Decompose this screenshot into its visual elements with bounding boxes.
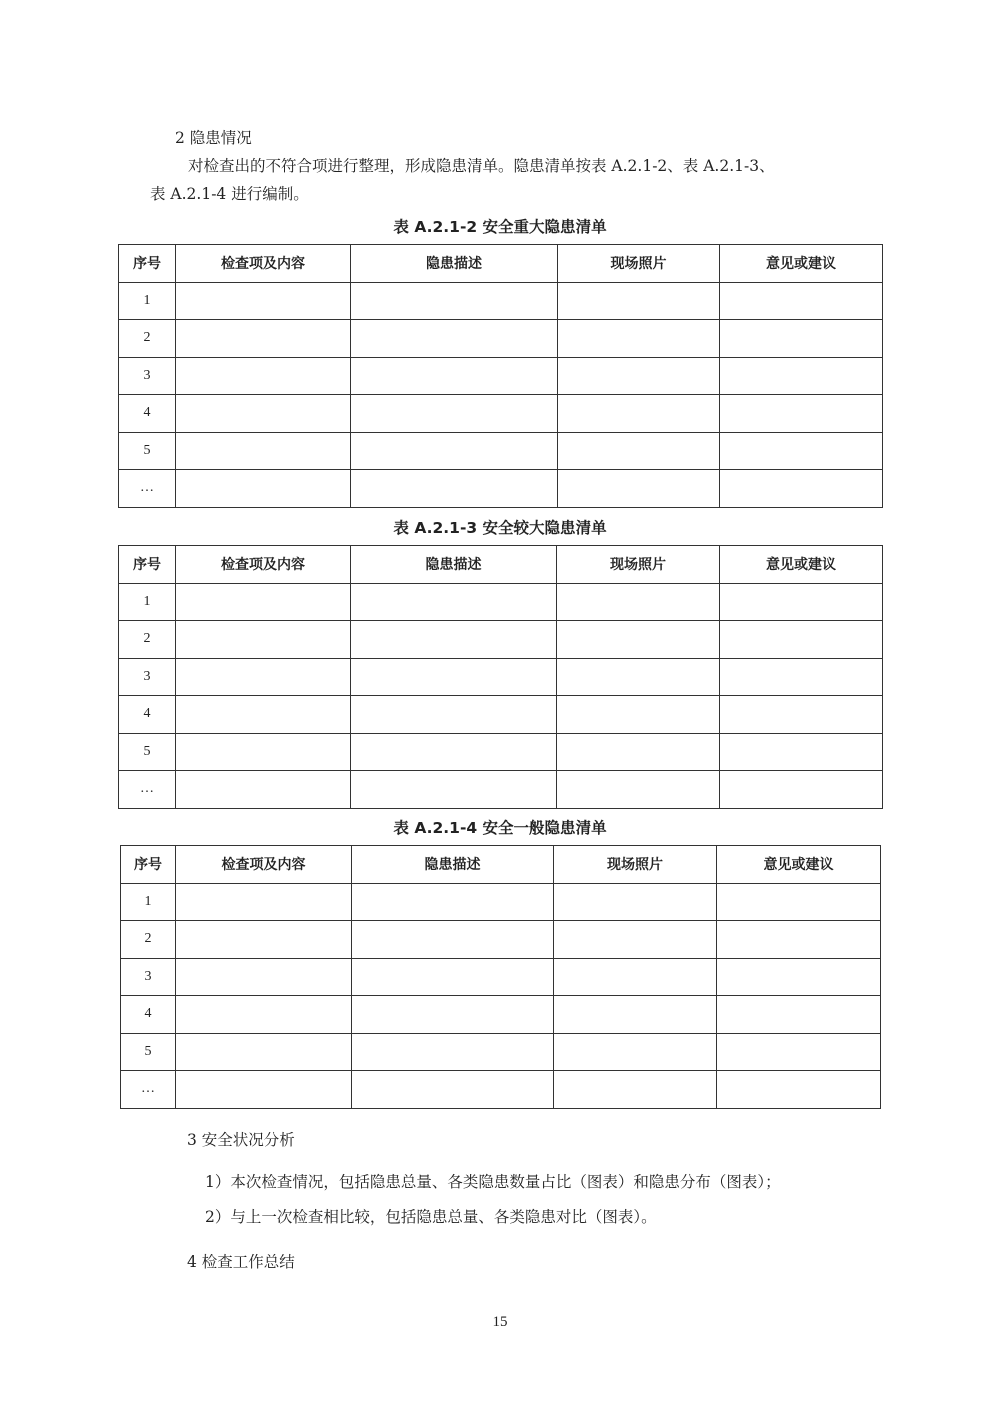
header-cell: 意见或建议 (720, 546, 883, 584)
header-cell: 序号 (119, 546, 176, 584)
table-row (119, 282, 883, 320)
cell[interactable] (717, 958, 881, 996)
row-number: 3 (121, 958, 176, 996)
cell[interactable] (176, 395, 351, 433)
cell[interactable] (176, 771, 351, 809)
table-row (121, 921, 881, 959)
cell[interactable] (352, 883, 554, 921)
header-cell: 检查项及内容 (176, 245, 351, 283)
header-cell: 现场照片 (558, 245, 720, 283)
cell[interactable] (176, 357, 351, 395)
cell[interactable] (554, 921, 717, 959)
cell[interactable] (717, 1071, 881, 1109)
header-cell: 意见或建议 (717, 846, 881, 884)
cell[interactable] (176, 696, 351, 734)
cell[interactable] (720, 733, 883, 771)
table-row (119, 357, 883, 395)
cell[interactable] (720, 282, 883, 320)
cell[interactable] (557, 621, 720, 659)
cell[interactable] (176, 470, 351, 508)
cell[interactable] (720, 470, 883, 508)
cell[interactable] (352, 1071, 554, 1109)
row-number: 4 (119, 395, 176, 433)
table-row (121, 1071, 881, 1109)
cell[interactable] (351, 733, 557, 771)
row-number: 5 (119, 733, 176, 771)
cell[interactable] (351, 621, 557, 659)
cell[interactable] (558, 320, 720, 358)
table-row (121, 1033, 881, 1071)
row-number: 3 (119, 658, 176, 696)
cell[interactable] (720, 357, 883, 395)
header-cell: 意见或建议 (720, 245, 883, 283)
table-row (119, 733, 883, 771)
cell[interactable] (176, 883, 352, 921)
cell[interactable] (720, 583, 883, 621)
row-number: 3 (119, 357, 176, 395)
header-cell: 现场照片 (557, 546, 720, 584)
header-cell: 隐患描述 (351, 245, 558, 283)
table-row (119, 658, 883, 696)
header-cell: 序号 (119, 245, 176, 283)
header-cell: 检查项及内容 (176, 546, 351, 584)
table-row (121, 883, 881, 921)
cell[interactable] (176, 282, 351, 320)
table-caption: 表 A.2.1-2 安全重大隐患清单 (393, 218, 607, 236)
table-row (119, 621, 883, 659)
cell[interactable] (558, 282, 720, 320)
cell[interactable] (176, 432, 351, 470)
cell[interactable] (176, 1033, 352, 1071)
cell[interactable] (720, 658, 883, 696)
large-hazard-table (118, 545, 883, 809)
cell[interactable] (717, 1033, 881, 1071)
row-number: 1 (119, 583, 176, 621)
cell[interactable] (351, 282, 558, 320)
row-number: … (121, 1071, 176, 1109)
cell[interactable] (352, 958, 554, 996)
cell[interactable] (720, 432, 883, 470)
row-number: 5 (121, 1033, 176, 1071)
cell[interactable] (720, 696, 883, 734)
cell[interactable] (557, 583, 720, 621)
cell[interactable] (351, 696, 557, 734)
cell[interactable] (176, 996, 352, 1034)
cell[interactable] (352, 921, 554, 959)
table-row (119, 583, 883, 621)
table-row (119, 771, 883, 809)
row-number: … (119, 771, 176, 809)
row-number: 2 (119, 320, 176, 358)
table-row (119, 432, 883, 470)
section-3-item-1: 1）本次检查情况，包括隐患总量、各类隐患数量占比（图表）和隐患分布（图表）； (205, 1173, 781, 1191)
row-number: 5 (119, 432, 176, 470)
cell[interactable] (351, 658, 557, 696)
table-row (119, 320, 883, 358)
cell[interactable] (554, 958, 717, 996)
table-row (121, 996, 881, 1034)
page-number: 15 (492, 1314, 508, 1330)
cell[interactable] (351, 470, 558, 508)
header-cell: 隐患描述 (352, 846, 554, 884)
cell[interactable] (720, 771, 883, 809)
cell[interactable] (176, 621, 351, 659)
table-row (119, 395, 883, 433)
general-hazard-table (120, 845, 881, 1109)
cell[interactable] (557, 658, 720, 696)
header-cell: 序号 (121, 846, 176, 884)
row-number: 1 (121, 883, 176, 921)
cell[interactable] (351, 395, 558, 433)
cell[interactable] (557, 771, 720, 809)
cell[interactable] (717, 883, 881, 921)
row-number: 2 (119, 621, 176, 659)
section-3-heading: 3 安全状况分析 (187, 1131, 295, 1149)
section-2-paragraph-line-1: 对检查出的不符合项进行整理，形成隐患清单。隐患清单按表 A.2.1-2、表 A.2.1-3、 (188, 157, 775, 175)
row-number: … (119, 470, 176, 508)
cell[interactable] (351, 771, 557, 809)
cell[interactable] (558, 357, 720, 395)
cell[interactable] (351, 357, 558, 395)
major-hazard-table (118, 244, 883, 508)
cell[interactable] (352, 1033, 554, 1071)
section-4-heading: 4 检查工作总结 (187, 1253, 295, 1271)
cell[interactable] (176, 921, 352, 959)
cell[interactable] (720, 621, 883, 659)
cell[interactable] (176, 583, 351, 621)
table-row (121, 958, 881, 996)
header-cell: 检查项及内容 (176, 846, 352, 884)
section-3-item-2: 2）与上一次检查相比较，包括隐患总量、各类隐患对比（图表）。 (205, 1208, 657, 1226)
table-row (119, 696, 883, 734)
header-cell: 隐患描述 (351, 546, 557, 584)
table-caption: 表 A.2.1-4 安全一般隐患清单 (393, 819, 607, 837)
section-2-heading: 2 隐患情况 (175, 129, 252, 147)
table-row (119, 470, 883, 508)
row-number: 4 (119, 696, 176, 734)
cell[interactable] (554, 1071, 717, 1109)
table-caption: 表 A.2.1-3 安全较大隐患清单 (393, 519, 607, 537)
cell[interactable] (717, 996, 881, 1034)
row-number: 2 (121, 921, 176, 959)
row-number: 1 (119, 282, 176, 320)
cell[interactable] (351, 583, 557, 621)
cell[interactable] (557, 696, 720, 734)
cell[interactable] (351, 320, 558, 358)
cell[interactable] (352, 996, 554, 1034)
table-header-row (119, 546, 883, 584)
cell[interactable] (176, 320, 351, 358)
cell[interactable] (558, 470, 720, 508)
cell[interactable] (176, 1071, 352, 1109)
cell[interactable] (558, 432, 720, 470)
cell[interactable] (176, 733, 351, 771)
cell[interactable] (554, 996, 717, 1034)
cell[interactable] (720, 395, 883, 433)
cell[interactable] (176, 958, 352, 996)
cell[interactable] (176, 658, 351, 696)
cell[interactable] (558, 395, 720, 433)
table-header-row (119, 245, 883, 283)
cell[interactable] (554, 883, 717, 921)
section-2-paragraph-line-2: 表 A.2.1-4 进行编制。 (150, 185, 309, 203)
cell[interactable] (720, 320, 883, 358)
cell[interactable] (557, 733, 720, 771)
cell[interactable] (351, 432, 558, 470)
cell[interactable] (717, 921, 881, 959)
table-header-row (121, 846, 881, 884)
cell[interactable] (554, 1033, 717, 1071)
row-number: 4 (121, 996, 176, 1034)
header-cell: 现场照片 (554, 846, 717, 884)
